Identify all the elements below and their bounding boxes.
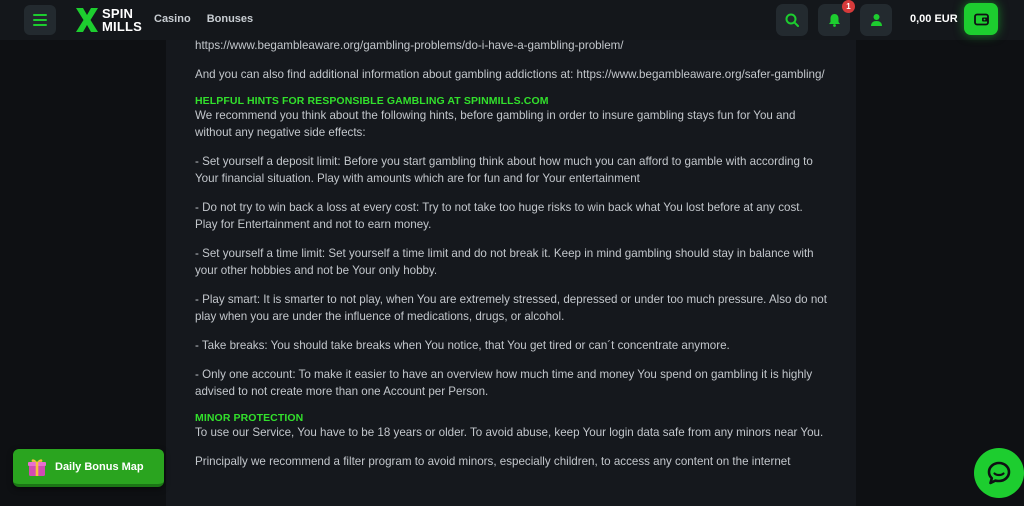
chat-bubble-icon [986, 460, 1012, 486]
paragraph: - Only one account: To make it easier to have an overview how much time and money You spend on gambling it is highly advised to not create more than one Account per Person. [195, 368, 813, 398]
search-icon [785, 13, 799, 27]
hamburger-menu-icon [33, 14, 47, 26]
wallet-button[interactable] [964, 3, 998, 35]
section-heading: HELPFUL HINTS FOR RESPONSIBLE GAMBLING AT SPINMILLS.COM [195, 95, 549, 107]
paragraph: - Set yourself a time limit: Set yourself a time limit and do not break it. Keep in mind gambling should stay in balance with your other hobbies and not be Your only hobby. [195, 247, 814, 277]
bell-icon [828, 13, 841, 27]
article-text [195, 40, 827, 482]
notifications-button[interactable] [818, 4, 850, 36]
spinmills-logo[interactable] [74, 4, 142, 36]
user-icon [870, 13, 883, 27]
logo-x-mark-icon [74, 6, 100, 34]
paragraph: - Set yourself a deposit limit: Before you start gambling think about how much you can afford to gamble with according to Your financial situation. Play with amounts which are for fun and for Your entertainment [195, 155, 813, 185]
paragraph: - Do not try to win back a loss at every cost: Try to not take too huge risks to win back what You lost before at any cost. Play for Entertainment and not to earn money. [195, 201, 803, 231]
logo-text-mills: MILLS [102, 19, 142, 34]
paragraph: - Take breaks: You should take breaks when You notice, that You get tired or can´t concentrate anymore. [195, 339, 730, 352]
daily-bonus-map-label: Daily Bonus Map [55, 460, 144, 473]
search-button[interactable] [776, 4, 808, 36]
profile-button[interactable] [860, 4, 892, 36]
daily-bonus-map-button[interactable] [13, 449, 164, 487]
top-navigation-bar [0, 0, 1024, 40]
logo-text-spin: SPIN [102, 6, 134, 21]
section-heading: MINOR PROTECTION [195, 412, 304, 424]
paragraph: https://www.begambleaware.org/gambling-problems/do-i-have-a-gambling-problem/ [195, 40, 624, 52]
nav-bonuses-link[interactable]: Bonuses [206, 13, 254, 25]
paragraph: - Play smart: It is smarter to not play, when You are extremely stressed, depressed or under too much pressure. Also do not play when you are under the influence of medications, drugs, or alcohol. [195, 293, 827, 323]
paragraph: And you can also find additional information about gambling addictions at: https://www.begambleaware.org/safer-gambling/ [195, 68, 825, 81]
gift-icon [27, 457, 47, 477]
live-chat-button[interactable] [974, 448, 1024, 498]
nav-casino-link[interactable]: Casino [154, 13, 191, 25]
wallet-icon [974, 13, 989, 26]
balance-amount[interactable]: 0,00 EUR [910, 13, 958, 25]
notification-count-badge: 1 [842, 0, 855, 13]
paragraph: Principally we recommend a filter program to avoid minors, especially children, to access any content on the internet [195, 455, 791, 468]
paragraph: We recommend you think about the following hints, before gambling in order to insure gambling stays fun for You and without any negative side effects: [195, 109, 796, 139]
main-nav [154, 13, 253, 25]
responsible-gambling-content [166, 40, 856, 506]
paragraph: To use our Service, You have to be 18 years or older. To avoid abuse, keep Your login data safe from any minors near You. [195, 426, 824, 439]
menu-button[interactable] [24, 5, 56, 35]
